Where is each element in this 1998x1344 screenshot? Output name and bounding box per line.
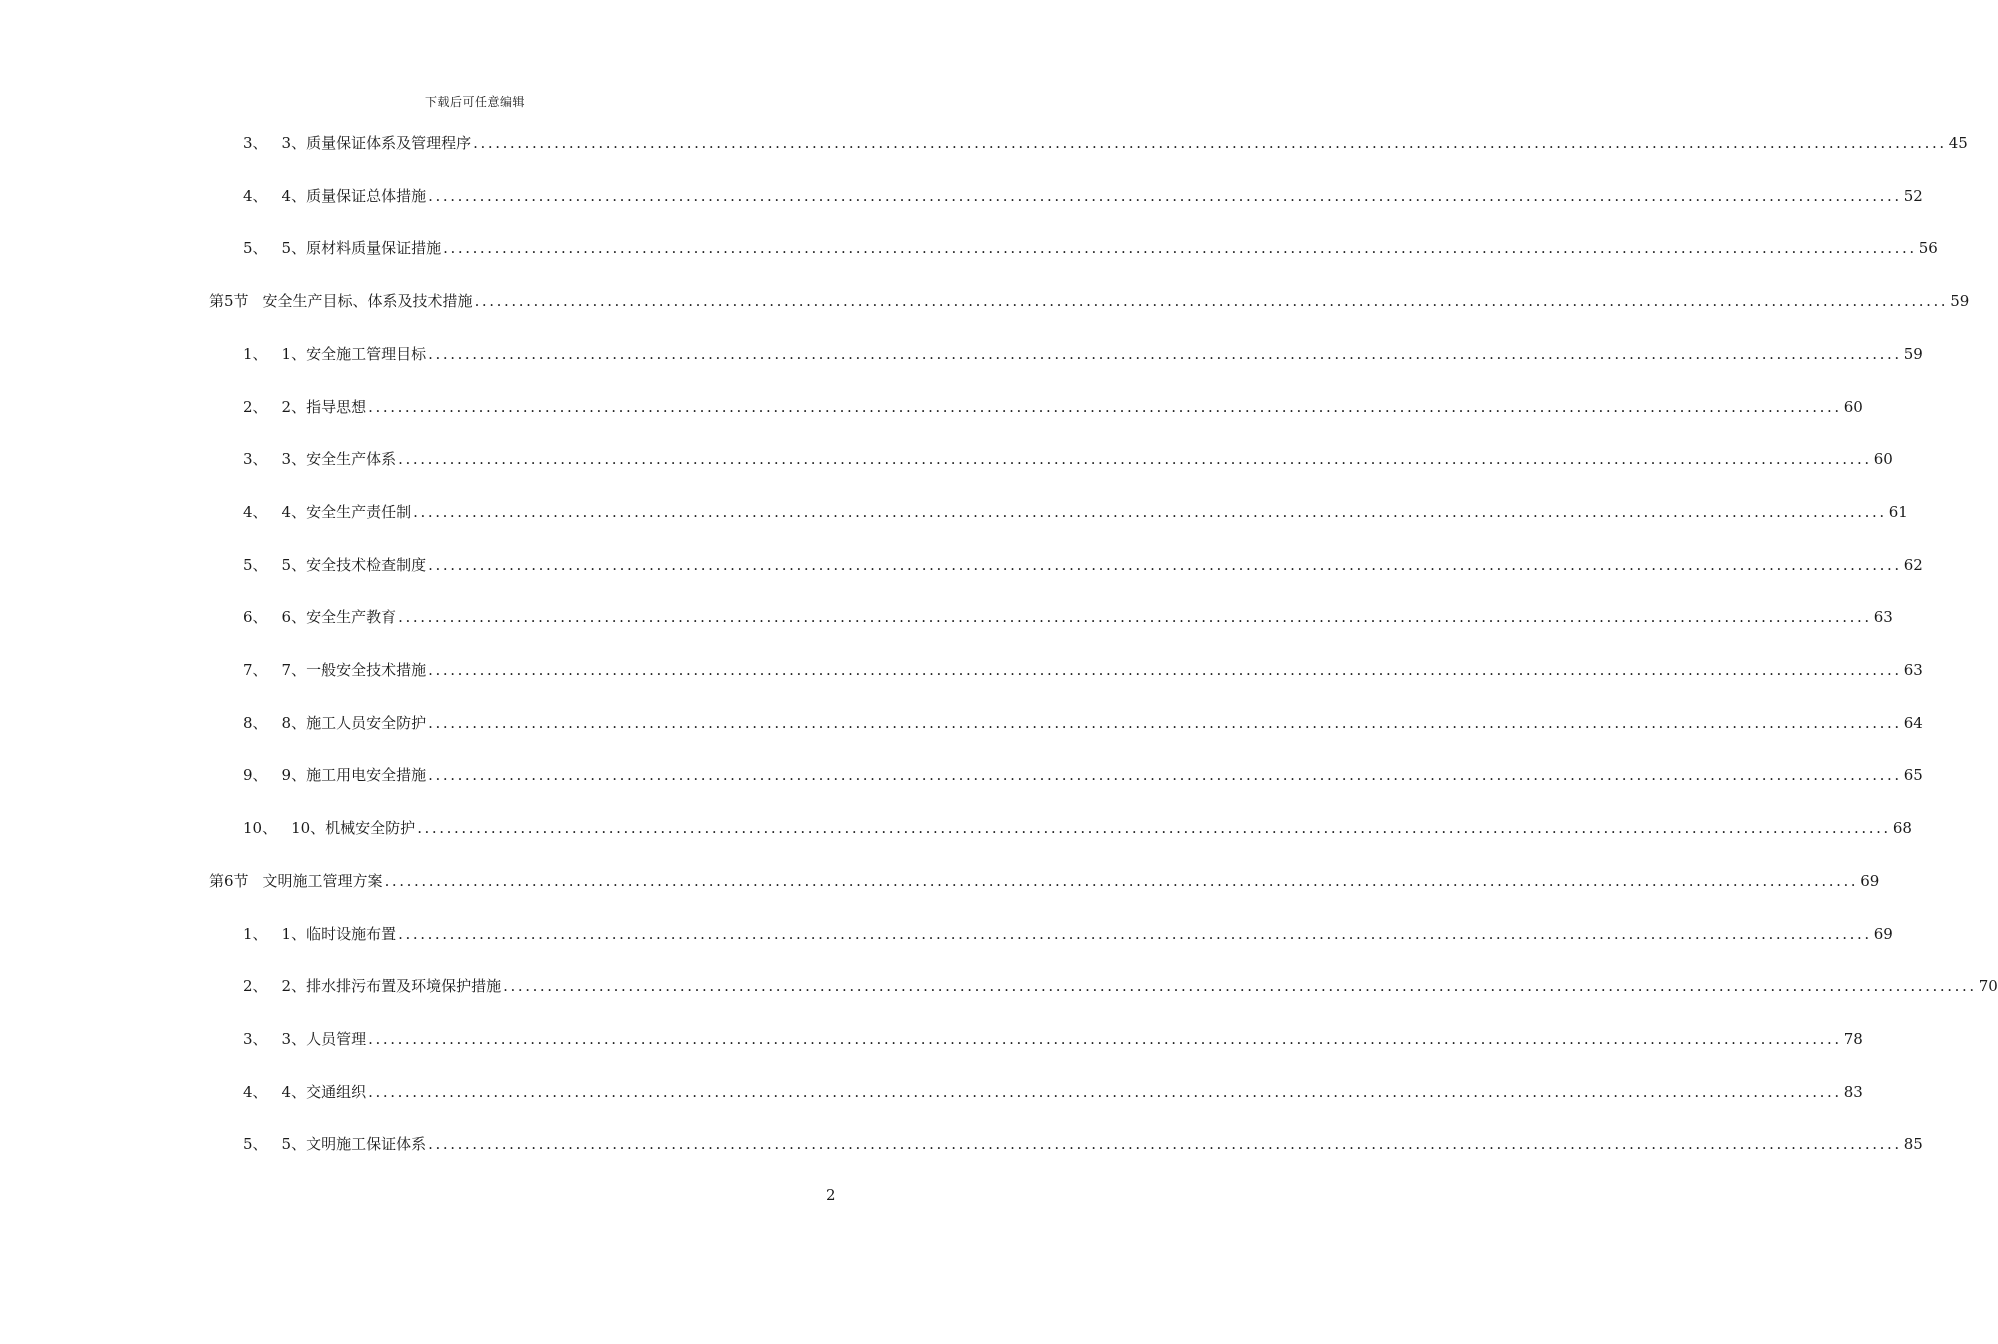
toc-entry-number: 9、: [243, 766, 268, 785]
toc-entry-title: 1、安全施工管理目标: [281, 344, 427, 363]
toc-dot-leader: ........................................................................................................................................................................................................: [473, 134, 1947, 152]
toc-entry-title: 4、质量保证总体措施: [281, 186, 427, 205]
toc-dot-leader: ........................................................................................................................................................................................................: [398, 608, 1872, 627]
toc-dot-leader: ........................................................................................................................................................................................................: [443, 239, 1917, 258]
toc-entry-page: 63: [1903, 661, 1923, 679]
toc-entry-number: 8、: [243, 713, 268, 732]
toc-entry-title: 3、人员管理: [281, 1029, 367, 1048]
toc-entry-title: 2、排水排污布置及环境保护措施: [281, 977, 502, 996]
toc-entry-page: 52: [1903, 186, 1923, 205]
toc-entry-title: 5、文明施工保证体系: [281, 1135, 427, 1154]
toc-entry-label: [243, 1131, 426, 1157]
toc-entry-label: [243, 973, 501, 999]
toc-entry-page: 60: [1843, 397, 1863, 416]
toc-entry-label: [243, 657, 426, 683]
toc-entry[interactable]: [243, 552, 1923, 578]
toc-dot-leader: ........................................................................................................................................................................................................: [428, 344, 1902, 363]
toc-entry-title: 8、施工人员安全防护: [281, 713, 427, 732]
toc-entry-number: 6、: [243, 608, 268, 627]
toc-entry[interactable]: [243, 183, 1923, 209]
toc-entry-label: [243, 183, 426, 209]
toc-entry-number: 4、: [243, 1082, 268, 1101]
toc-entry-title: 安全生产目标、体系及技术措施: [262, 292, 473, 311]
toc-entry[interactable]: [243, 130, 1968, 156]
toc-entry-number: 3、: [243, 134, 268, 152]
toc-entry-title: 5、安全技术检查制度: [281, 555, 427, 574]
toc-entry-number: 2、: [243, 977, 268, 996]
toc-entry-title: 4、安全生产责任制: [281, 502, 412, 521]
toc-entry-title: 3、安全生产体系: [281, 450, 397, 469]
toc-entry[interactable]: [243, 1026, 1863, 1052]
toc-entry-page: 85: [1903, 1135, 1923, 1154]
toc-entry[interactable]: [243, 657, 1923, 683]
toc-entry-number: 第5节: [209, 292, 249, 311]
toc-entry-label: [243, 499, 411, 525]
toc-entry-title: 3、质量保证体系及管理程序: [281, 134, 472, 152]
toc-entry-title: 7、一般安全技术措施: [281, 661, 427, 679]
toc-entry-label: [243, 815, 415, 841]
toc-entry-number: 5、: [243, 555, 268, 574]
toc-entry-page: 60: [1873, 450, 1893, 469]
toc-entry-page: 68: [1892, 819, 1912, 838]
toc-entry-label: [243, 130, 471, 156]
toc-entry-page: 63: [1873, 608, 1893, 627]
toc-entry[interactable]: [243, 815, 1912, 841]
toc-entry-page: 83: [1843, 1082, 1863, 1101]
toc-entry-number: 2、: [243, 397, 268, 416]
toc-entry-page: 59: [1903, 344, 1923, 363]
toc-entry-label: [243, 710, 426, 736]
toc-dot-leader: ........................................................................................................................................................................................................: [398, 450, 1872, 469]
toc-entry-label: [243, 1079, 366, 1105]
toc-entry[interactable]: [243, 604, 1893, 630]
toc-entry-number: 7、: [243, 661, 268, 679]
toc-entry-label: [209, 868, 383, 894]
page-number: 2: [826, 1186, 836, 1204]
toc-entry[interactable]: [243, 710, 1923, 736]
toc-entry-label: [243, 921, 396, 947]
toc-entry-title: 1、临时设施布置: [281, 924, 397, 943]
toc-entry-label: [243, 762, 426, 788]
toc-dot-leader: ........................................................................................................................................................................................................: [368, 397, 1842, 416]
toc-entry-page: 70: [1978, 977, 1998, 996]
toc-entry-number: 10、: [243, 819, 278, 838]
toc-entry-number: 5、: [243, 1135, 268, 1154]
toc-dot-leader: ........................................................................................................................................................................................................: [428, 555, 1902, 574]
toc-entry[interactable]: [243, 446, 1893, 472]
toc-entry-title: 2、指导思想: [281, 397, 367, 416]
toc-entry-label: [243, 446, 396, 472]
toc-entry-page: 64: [1903, 713, 1923, 732]
toc-entry[interactable]: [243, 235, 1938, 261]
toc-entry-number: 5、: [243, 239, 268, 258]
toc-entry[interactable]: [243, 921, 1893, 947]
toc-entry-label: [243, 341, 426, 367]
toc-entry-number: 3、: [243, 1029, 268, 1048]
toc-entry-page: 69: [1860, 871, 1880, 890]
toc-dot-leader: ........................................................................................................................................................................................................: [384, 871, 1859, 890]
toc-dot-leader: ........................................................................................................................................................................................................: [368, 1082, 1842, 1101]
toc-entry[interactable]: [243, 1079, 1863, 1105]
toc-dot-leader: ........................................................................................................................................................................................................: [398, 924, 1872, 943]
toc-entry-title: 9、施工用电安全措施: [281, 766, 427, 785]
toc-entry-label: [243, 1026, 366, 1052]
toc-entry-number: 3、: [243, 450, 268, 469]
toc-entry-page: 69: [1873, 924, 1893, 943]
toc-entry[interactable]: [243, 499, 1908, 525]
toc-entry-title: 文明施工管理方案: [262, 871, 383, 890]
toc-entry[interactable]: [243, 762, 1923, 788]
toc-entry-number: 1、: [243, 344, 268, 363]
toc-entry-label: [243, 552, 426, 578]
toc-entry-title: 5、原材料质量保证措施: [281, 239, 442, 258]
toc-entry-label: [209, 288, 473, 314]
toc-entry-page: 65: [1903, 766, 1923, 785]
toc-entry[interactable]: [209, 868, 1880, 894]
toc-entry-page: 62: [1903, 555, 1923, 574]
toc-entry-title: 10、机械安全防护: [291, 819, 416, 838]
toc-entry-page: 78: [1843, 1029, 1863, 1048]
toc-entry-page: 61: [1888, 502, 1908, 521]
toc-entry-title: 6、安全生产教育: [281, 608, 397, 627]
toc-dot-leader: ........................................................................................................................................................................................................: [474, 292, 1949, 311]
toc-dot-leader: ........................................................................................................................................................................................................: [428, 1135, 1902, 1154]
toc-entry[interactable]: [243, 1131, 1923, 1157]
toc-dot-leader: ........................................................................................................................................................................................................: [503, 977, 1977, 996]
toc-dot-leader: ........................................................................................................................................................................................................: [428, 661, 1902, 679]
toc-entry-number: 第6节: [209, 871, 249, 890]
toc-entry[interactable]: [209, 288, 1970, 314]
toc-entry-title: 4、交通组织: [281, 1082, 367, 1101]
toc-dot-leader: ........................................................................................................................................................................................................: [428, 186, 1902, 205]
toc-entry-number: 1、: [243, 924, 268, 943]
toc-entry[interactable]: [243, 341, 1923, 367]
toc-entry-number: 4、: [243, 186, 268, 205]
toc-entry[interactable]: [243, 394, 1863, 420]
page-header: 下载后可任意编辑: [424, 95, 525, 109]
toc-entry-page: 45: [1948, 134, 1968, 152]
toc-entry-page: 56: [1918, 239, 1938, 258]
toc-entry-label: [243, 235, 441, 261]
toc-dot-leader: ........................................................................................................................................................................................................: [428, 766, 1902, 785]
toc-entry-label: [243, 604, 396, 630]
toc-dot-leader: ........................................................................................................................................................................................................: [368, 1029, 1842, 1048]
toc-entry-page: 59: [1950, 292, 1970, 311]
toc-entry-number: 4、: [243, 502, 268, 521]
toc-entry[interactable]: [243, 973, 1998, 999]
toc-entry-label: [243, 394, 366, 420]
toc-dot-leader: ........................................................................................................................................................................................................: [428, 713, 1902, 732]
toc-dot-leader: ........................................................................................................................................................................................................: [413, 502, 1887, 521]
toc-dot-leader: ........................................................................................................................................................................................................: [417, 819, 1891, 838]
